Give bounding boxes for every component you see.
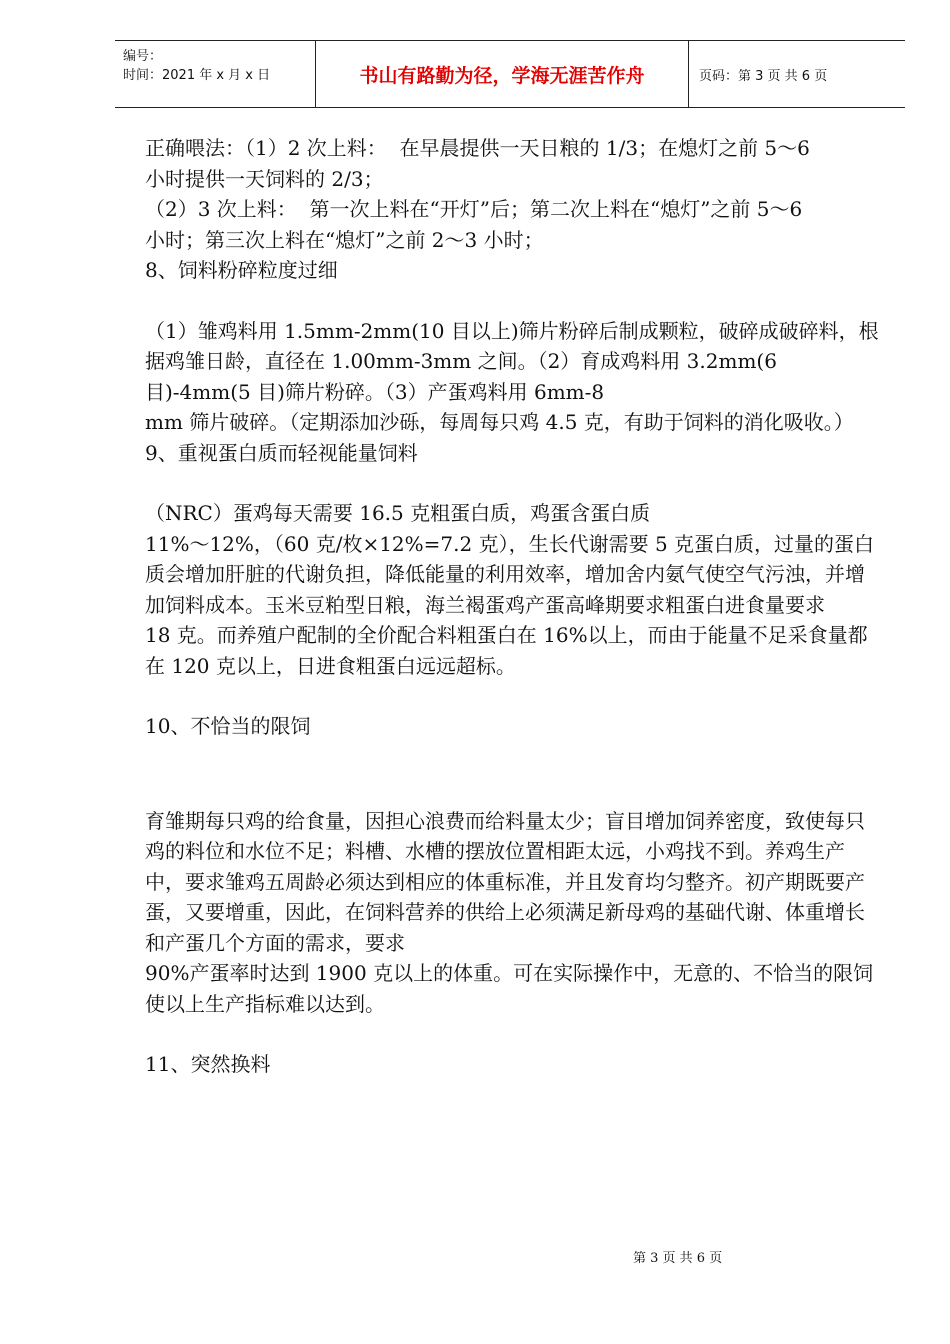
paragraph: 小时；第三次上料在“熄灯”之前 2～3 小时； xyxy=(145,227,544,252)
paragraph: 11%～12%，（60 克/枚×12%=7.2 克），生长代谢需要 5 克蛋白质，过量的蛋白质会增加肝脏的代谢负担，降低能量的利用效率，增加舍内氨气使空气污浊，并增加饲料成本。玉米豆粕型日粮，海兰褐蛋鸡产蛋高峰期要求粗蛋白进食量要求 xyxy=(145,531,875,617)
doc-time-label: 时间：2021 年 x 月 x 日 xyxy=(123,68,271,83)
paragraph: 育雏期每只鸡的给食量，因担心浪费而给料量太少；盲目增加饲养密度，致使每只鸡的料位和水位不足；料槽、水槽的摆放位置相距太远，小鸡找不到。养鸡生产中，要求雏鸡五周龄必须达到相应的体重标准，并且发育均匀整齐。初产期既要产蛋，又要增重，因此，在饲料营养的供给上必须满足新母鸡的基础代谢、体重增长和产蛋几个方面的需求，要求 xyxy=(145,808,865,955)
paragraph: 小时提供一天饲料的 2/3； xyxy=(145,166,384,191)
doc-number-label: 编号： xyxy=(123,49,163,64)
section-heading: 11、突然换料 xyxy=(145,1052,271,1076)
paragraph: （2）3 次上料： 第一次上料在“开灯”后；第二次上料在“熄灯”之前 5～6 xyxy=(145,197,803,221)
paragraph: 90%产蛋率时达到 1900 克以上的体重。可在实际操作中，无意的、不恰当的限饲使以上生产指标难以达到。 xyxy=(145,961,874,1016)
paragraph: （1）雏鸡料用 1.5mm-2mm(10 目以上)筛片粉碎后制成颗粒，破碎成破碎料，根据鸡雏日龄，直径在 1.00mm-3mm 之间。（2）育成鸡料用 3.2mm(6 目)-4mm(5 目)筛片粉碎。（3）产蛋鸡料用 6mm-8 xyxy=(145,318,879,404)
section-heading: 8、饲料粉碎粒度过细 xyxy=(145,258,338,282)
paragraph: （NRC）蛋鸡每天需要 16.5 克粗蛋白质，鸡蛋含蛋白质 xyxy=(145,501,651,525)
page-header xyxy=(115,40,905,108)
header-motto: 书山有路勤为径，学海无涯苦作舟 xyxy=(316,41,689,107)
section-heading: 9、重视蛋白质而轻视能量饲料 xyxy=(145,440,418,465)
paragraph: 正确喂法：（1）2 次上料： 在早晨提供一天日粮的 1/3；在熄灯之前 5～6 xyxy=(145,136,810,160)
page-footer: 第 3 页 共 6 页 xyxy=(633,1251,723,1266)
header-page-number: 页码：第 3 页 共 6 页 xyxy=(699,68,828,84)
header-meta xyxy=(115,41,316,107)
document-body xyxy=(145,133,880,1080)
paragraph: mm 筛片破碎。（定期添加沙砾，每周每只鸡 4.5 克，有助于饲料的消化吸收。） xyxy=(145,410,854,434)
paragraph: 18 克。而养殖户配制的全价配合料粗蛋白在 16%以上，而由于能量不足采食量都在 120 克以上，日进食粗蛋白远远超标。 xyxy=(145,623,868,678)
section-heading: 10、不恰当的限饲 xyxy=(145,714,311,738)
